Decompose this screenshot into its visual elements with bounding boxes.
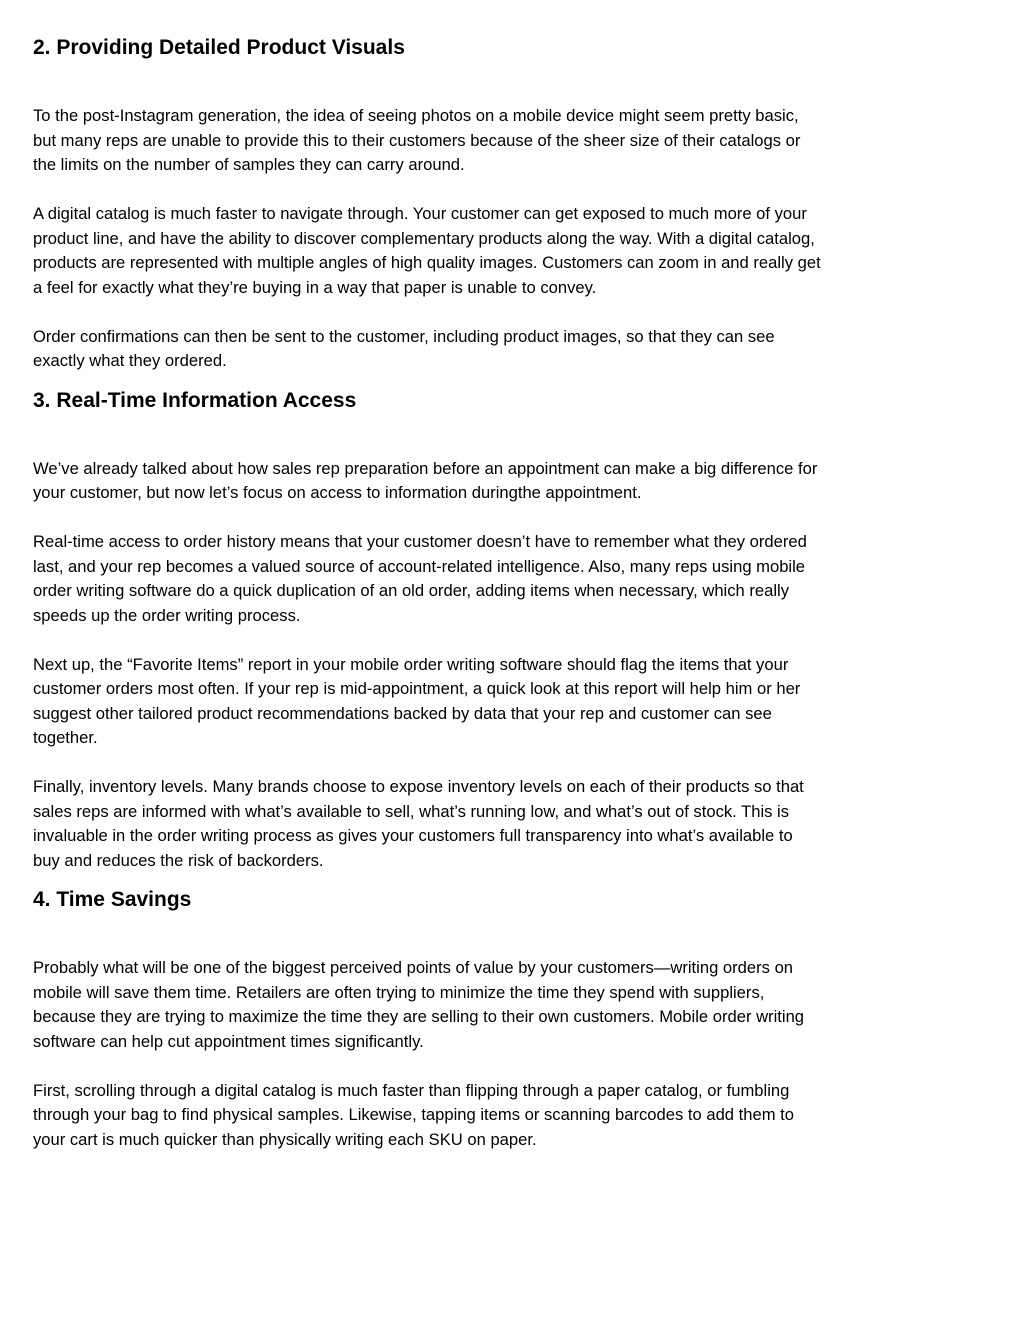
paragraph: Probably what will be one of the biggest perceived points of value by your customers—writing orders on mobile will save them time. Retailers are often trying to minimize the time they spend with suppliers, because they are trying to maximize the time they are selling to their own customers. Mobile order writing software can help cut appointment times significantly. bbox=[33, 958, 805, 1051]
paragraph: A digital catalog is much faster to navigate through. Your customer can get exposed to much more of your product line, and have the ability to discover complementary products along the way. With a digital catalog, products are represented with multiple angles of high quality images. Customers can zoom in and really get a feel for exactly what they’re buying in a way that paper is unable to convey. bbox=[33, 204, 821, 297]
paragraph: To the post-Instagram generation, the idea of seeing photos on a mobile device might seem pretty basic, but many reps are unable to provide this to their customers because of the sheer size of their catalogs or the limits on the number of samples they can carry around. bbox=[33, 106, 801, 174]
paragraph: Order confirmations can then be sent to the customer, including product images, so that they can see exactly what they ordered. bbox=[33, 326, 775, 370]
document-page bbox=[33, 0, 823, 1152]
paragraph: Finally, inventory levels. Many brands choose to expose inventory levels on each of their products so that sales reps are informed with what’s available to sell, what’s running low, and what’s out of stock. This is invaluable in the order writing process as gives your customers full transparency into what’s available to buy and reduces the risk of backorders. bbox=[33, 777, 804, 870]
section-heading-time-savings: 4. Time Savings bbox=[33, 888, 192, 911]
paragraph: We’ve already talked about how sales rep preparation before an appointment can make a big difference for your customer, but now let’s focus on access to information duringthe appointment. bbox=[33, 458, 818, 502]
paragraph: Real-time access to order history means that your customer doesn’t have to remember what they ordered last, and your rep becomes a valued source of account-related intelligence. Also, many reps using mobile order writing software do a quick duplication of an old order, adding items when necessary, which really speeds up the order writing process. bbox=[33, 532, 807, 625]
section-heading-real-time-access: 3. Real-Time Information Access bbox=[33, 388, 357, 412]
section-heading-product-visuals: 2. Providing Detailed Product Visuals bbox=[33, 36, 405, 59]
paragraph: Next up, the “Favorite Items” report in your mobile order writing software should flag the items that your customer orders most often. If your rep is mid-appointment, a quick look at this report will help him or her suggest other tailored product recommendations backed by data that your rep and customer can see together. bbox=[33, 654, 801, 747]
paragraph: First, scrolling through a digital catalog is much faster than flipping through a paper catalog, or fumbling through your bag to find physical samples. Likewise, tapping items or scanning barcodes to add them to your cart is much quicker than physically writing each SKU on paper. bbox=[33, 1080, 794, 1149]
